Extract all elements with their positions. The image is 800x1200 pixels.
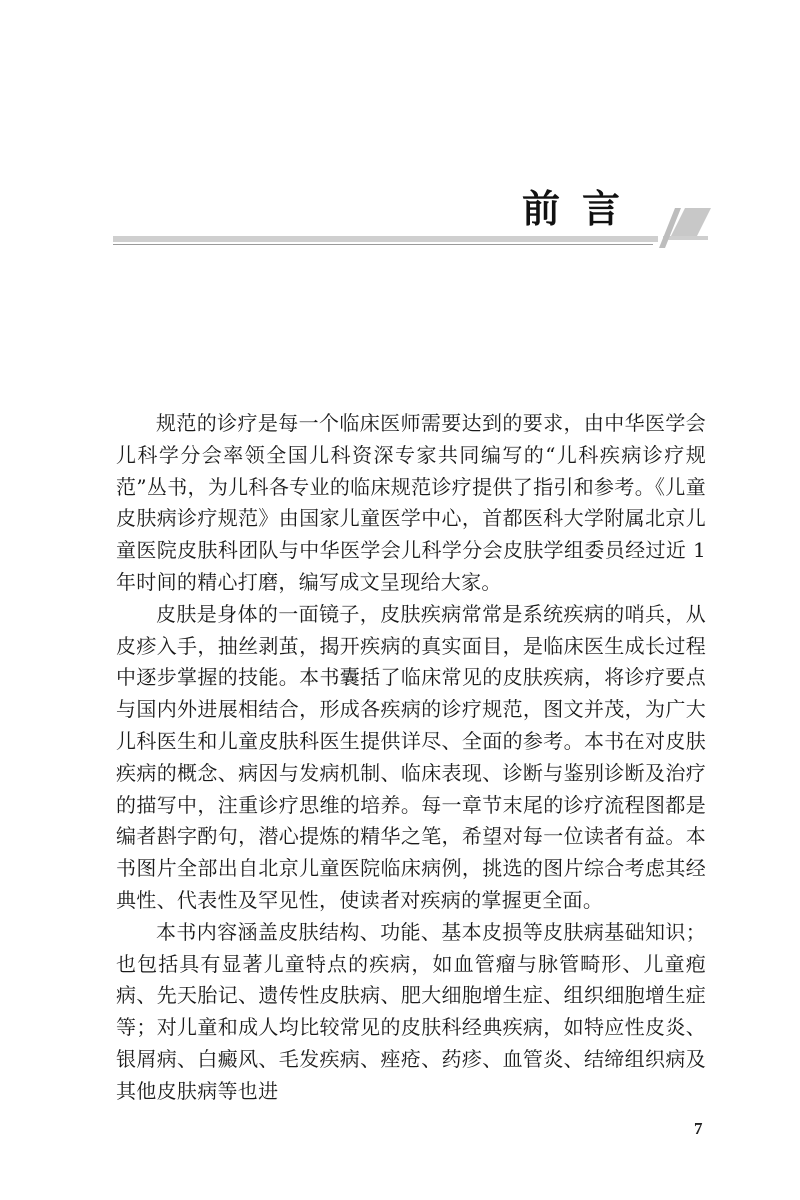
page-number: 7 (694, 1119, 703, 1138)
preface-body (116, 408, 706, 1108)
page-title: 前言 (522, 186, 643, 231)
slanted-stripes-ornament-icon (645, 200, 715, 250)
chapter-header (0, 0, 800, 260)
paragraph: 本书内容涵盖皮肤结构、功能、基本皮损等皮肤病基础知识；也包括具有显著儿童特点的疾病，如血管瘤与脉管畸形、儿童疱病、先天胎记、遗传性皮肤病、肥大细胞增生症、组织细胞增生症等；对儿童和成人均比较常见的皮肤科经典疾病，如特应性皮炎、银屑病、白癜风、毛发疾病、痤疮、药疹、血管炎、结缔组织病及其他皮肤病等也进 (116, 919, 706, 1103)
header-rule-thick (113, 236, 658, 242)
paragraph: 规范的诊疗是每一个临床医师需要达到的要求，由中华医学会儿科学分会率领全国儿科资深专家共同编写的“儿科疾病诊疗规范”丛书，为儿科各专业的临床规范诊疗提供了指引和参考。《儿童皮肤病诊疗规范》由国家儿童医学中心，首都医科大学附属北京儿童医院皮肤科团队与中华医学会儿科学分会皮肤学组委员经过近 1 年时间的精心打磨，编写成文呈现给大家。 (116, 411, 706, 594)
header-rule-thin (113, 244, 653, 245)
paragraph: 皮肤是身体的一面镜子，皮肤疾病常常是系统疾病的哨兵，从皮疹入手，抽丝剥茧，揭开疾病的真实面目，是临床医生成长过程中逐步掌握的技能。本书囊括了临床常见的皮肤疾病，将诊疗要点与国内外进展相结合，形成各疾病的诊疗规范，图文并茂，为广大儿科医生和儿童皮肤科医生提供详尽、全面的参考。本书在对皮肤疾病的概念、病因与发病机制、临床表现、诊断与鉴别诊断及治疗的描写中，注重诊疗思维的培养。每一章节末尾的诊疗流程图都是编者斟字酌句，潜心提炼的精华之笔，希望对每一位读者有益。本书图片全部出自北京儿童医院临床病例，挑选的图片综合考虑其经典性、代表性及罕见性，使读者对疾病的掌握更全面。 (116, 601, 706, 912)
